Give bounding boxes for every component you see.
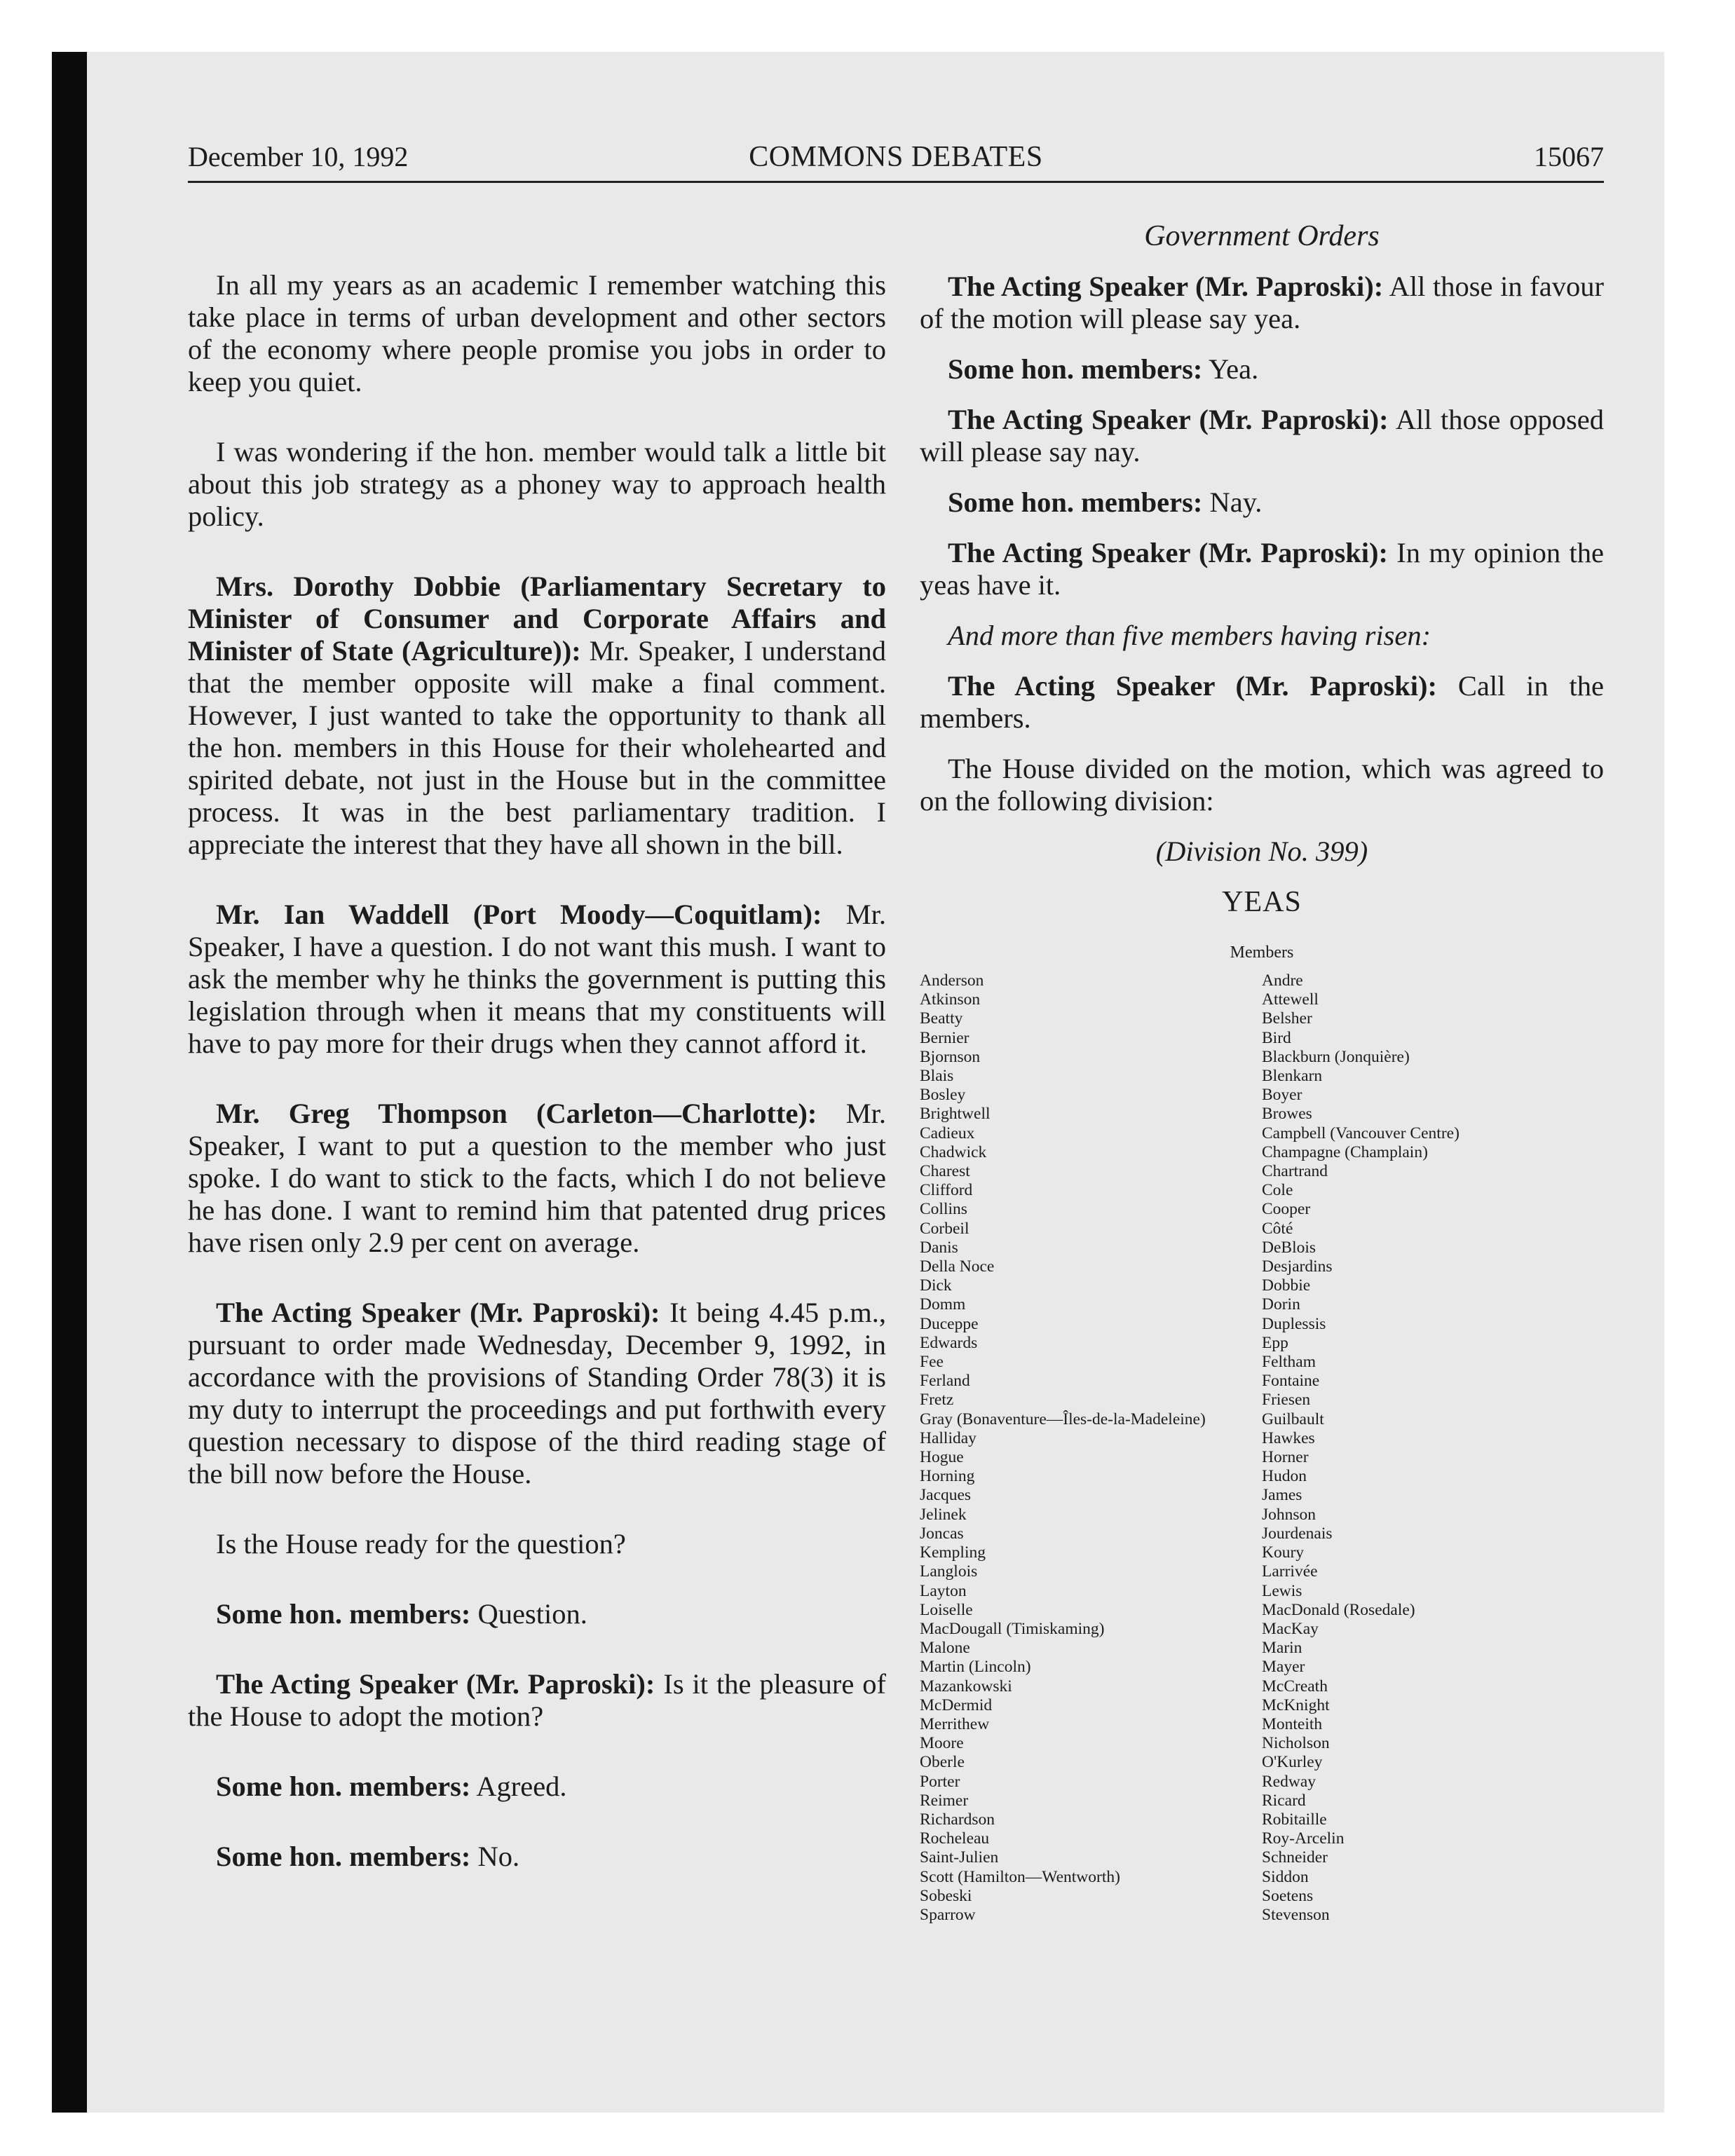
member-name: Langlois [920,1562,978,1581]
speaker-name: Some hon. members: [216,1598,471,1630]
member-name: Richardson [920,1810,995,1829]
speech-text: In all my years as an academic I remember watching this take place in terms of urban development and other sectors of the economy where people promise you jobs in order to keep you quiet. [188,269,886,397]
speaker-name: Mrs. Dorothy Dobbie (Parliamentary Secretary to Minister of Consumer and Corporate Affairs and Minister of State (Agriculture)): [188,571,886,667]
member-name: Bosley [920,1086,966,1105]
member-name: Sobeski [920,1886,972,1905]
speech-text: The House divided on the motion, which was agreed to on the following division: [920,753,1604,817]
member-name: Boyer [1262,1086,1302,1105]
member-name: James [1262,1486,1302,1505]
speech-text: Mr. Speaker, I want to put a question to the member who just spoke. I do want to stick to the facts, which I do not believe he has done. I want to remind him that patented drug prices have risen only 2.9 per cent on average. [188,1098,886,1258]
speaker-name: The Acting Speaker (Mr. Paproski): [948,537,1388,568]
member-name: Marin [1262,1639,1302,1658]
speech-text: Nay. [1209,486,1263,518]
member-name: Nicholson [1262,1734,1330,1753]
paragraph [188,1668,886,1733]
member-name: Campbell (Vancouver Centre) [1262,1124,1460,1142]
member-name: Lewis [1262,1581,1302,1600]
member-name: Martin (Lincoln) [920,1658,1031,1677]
member-name: Fee [920,1353,944,1372]
paragraph [920,670,1604,735]
paragraph [920,404,1604,468]
member-name: Bjornson [920,1047,981,1066]
member-name: Desjardins [1262,1257,1333,1276]
member-name: McCreath [1262,1677,1328,1696]
page-number: 15067 [1534,141,1604,172]
member-name: Attewell [1262,990,1319,1009]
member-name: Corbeil [920,1219,969,1238]
yeas-list-column-1 [920,971,1256,1925]
member-name: Johnson [1262,1505,1316,1524]
left-column [188,269,886,1911]
member-name: Horner [1262,1448,1309,1467]
member-name: Monteith [1262,1714,1323,1733]
paragraph [188,571,886,861]
member-name: Rocheleau [920,1829,990,1848]
member-name: Loiselle [920,1600,973,1619]
member-name: Bernier [920,1028,969,1047]
paragraph [920,271,1604,335]
speech-text: Mr. Speaker, I understand that the member opposite will make a final comment. However, I just wanted to take the opportunity to thank all the hon. members in this House for their wholehearted and spirited debate, not just in the House but in the committee process. It was in the best parliamentary tradition. I appreciate the interest that they have all shown in the bill. [188,635,886,860]
paragraph [920,486,1604,519]
speech-text: All those in favour of the motion will please say yea. [920,271,1604,334]
paragraph [188,436,886,533]
speaker-name: Mr. Greg Thompson (Carleton—Charlotte): [216,1098,817,1129]
yeas-list-column-2 [1262,971,1598,1925]
paragraph [188,1770,886,1803]
member-name: Oberle [920,1753,965,1772]
member-name: McDermid [920,1696,993,1714]
member-name: Anderson [920,971,984,990]
member-name: Jourdenais [1262,1524,1333,1543]
member-name: Soetens [1262,1886,1314,1905]
member-name: Siddon [1262,1867,1309,1886]
member-name: Fretz [920,1391,954,1410]
paragraph [188,1098,886,1259]
speaker-name: Some hon. members: [216,1841,471,1872]
speech-text: Question. [477,1598,587,1630]
member-name: Bird [1262,1028,1291,1047]
member-name: Dorin [1262,1295,1300,1314]
member-name: Merrithew [920,1714,990,1733]
speech-text: In my opinion the yeas have it. [920,537,1604,601]
member-name: Blenkarn [1262,1067,1323,1086]
speech-text: No. [477,1841,520,1872]
paragraph [920,620,1604,652]
member-name: Ferland [920,1372,970,1391]
paragraph [920,353,1604,386]
member-name: Atkinson [920,990,981,1009]
member-name: Mazankowski [920,1677,1012,1696]
speech-text: It being 4.45 p.m., pursuant to order made Wednesday, December 9, 1992, in accordance with the provisions of Standing Order 78(3) it is my duty to interrupt the proceedings and put forthwith every question necessary to dispose of the third reading stage of the bill now before the House. [188,1297,886,1489]
member-name: McKnight [1262,1696,1330,1714]
paragraph [188,899,886,1060]
member-name: Blackburn (Jonquière) [1262,1047,1410,1066]
member-name: MacKay [1262,1619,1319,1638]
paragraph [188,1528,886,1560]
speaker-name: The Acting Speaker (Mr. Paproski): [948,404,1389,435]
member-name: Reimer [920,1791,969,1810]
division-number: (Division No. 399) [1155,835,1368,867]
member-name: Friesen [1262,1391,1311,1410]
member-name: Feltham [1262,1353,1316,1372]
member-name: Porter [920,1772,960,1791]
speaker-name: The Acting Speaker (Mr. Paproski): [216,1668,655,1700]
member-name: Dobbie [1262,1276,1311,1295]
member-name: Chadwick [920,1142,987,1161]
member-name: Cooper [1262,1200,1311,1219]
member-name: Epp [1262,1333,1288,1352]
right-paragraphs [920,271,1604,817]
member-name: Dick [920,1276,952,1295]
member-name: Edwards [920,1333,978,1352]
speech-text: Is it the pleasure of the House to adopt the motion? [188,1668,886,1732]
member-name: Gray (Bonaventure—Îles-de-la-Madeleine) [920,1410,1206,1428]
member-name: Larrivée [1262,1562,1318,1581]
member-name: Kempling [920,1543,986,1562]
speaker-name: Some hon. members: [216,1770,471,1802]
speech-text: Call in the members. [920,670,1604,734]
member-name: MacDougall (Timiskaming) [920,1619,1105,1638]
member-name: Brightwell [920,1105,991,1124]
member-name: Hawkes [1262,1428,1315,1447]
member-name: Jelinek [920,1505,967,1524]
member-name: Chartrand [1262,1162,1328,1181]
right-column [920,220,1604,987]
speaker-name: Some hon. members: [948,353,1203,385]
member-name: O'Kurley [1262,1753,1323,1772]
member-name: Clifford [920,1181,973,1200]
section-title: Government Orders [1144,220,1380,252]
member-name: Koury [1262,1543,1305,1562]
member-name: Robitaille [1262,1810,1327,1829]
member-name: Joncas [920,1524,964,1543]
member-name: DeBlois [1262,1238,1316,1257]
member-name: Hogue [920,1448,964,1467]
member-name: Roy-Arcelin [1262,1829,1345,1848]
speaker-name: Mr. Ian Waddell (Port Moody—Coquitlam): [216,899,822,930]
member-name: Moore [920,1734,964,1753]
member-name: Danis [920,1238,958,1257]
member-name: Guilbault [1262,1410,1324,1428]
member-name: Layton [920,1581,967,1600]
member-name: Ricard [1262,1791,1306,1810]
speech-text: Mr. Speaker, I have a question. I do not want this mush. I want to ask the member why he thinks the government is putting this legislation through when it means that my constituents will have to pay more for their drugs when they cannot afford it. [188,899,886,1059]
member-name: Champagne (Champlain) [1262,1142,1428,1161]
paragraph [920,537,1604,601]
member-name: Charest [920,1162,970,1181]
member-name: Browes [1262,1105,1312,1124]
paragraph [920,753,1604,817]
member-name: Jacques [920,1486,972,1505]
paragraph [188,1841,886,1873]
paragraph [188,1598,886,1630]
paragraph [188,269,886,398]
speech-text: Agreed. [476,1770,567,1802]
member-name: Sparrow [920,1905,976,1924]
member-name: MacDonald (Rosedale) [1262,1600,1415,1619]
members-heading: Members [1230,943,1294,962]
member-name: Halliday [920,1428,977,1447]
member-name: Duceppe [920,1314,979,1333]
speech-text: I was wondering if the hon. member would talk a little bit about this job strategy as a phoney way to approach health policy. [188,436,886,532]
member-name: Andre [1262,971,1303,990]
speech-text: Is the House ready for the question? [216,1528,626,1560]
member-name: Horning [920,1467,975,1486]
member-name: Beatty [920,1009,963,1028]
yeas-heading: YEAS [1222,886,1302,918]
member-name: Hudon [1262,1467,1307,1486]
binding-edge [52,52,87,2113]
member-name: Mayer [1262,1658,1305,1677]
member-name: Stevenson [1262,1905,1330,1924]
speech-text: Yea. [1208,353,1259,385]
speaker-name: The Acting Speaker (Mr. Paproski): [948,670,1437,702]
member-name: Della Noce [920,1257,995,1276]
speaker-name: The Acting Speaker (Mr. Paproski): [948,271,1384,302]
speaker-name: Some hon. members: [948,486,1203,518]
speech-text: All those opposed will please say nay. [920,404,1604,468]
page-header [188,137,1604,183]
member-name: Redway [1262,1772,1316,1791]
speaker-name: The Acting Speaker (Mr. Paproski): [216,1297,660,1328]
header-title: COMMONS DEBATES [749,141,1043,173]
member-name: Belsher [1262,1009,1312,1028]
speech-text: And more than five members having risen: [948,620,1431,651]
member-name: Saint-Julien [920,1848,999,1867]
member-name: Malone [920,1639,970,1658]
member-name: Blais [920,1067,954,1086]
member-name: Schneider [1262,1848,1328,1867]
header-date: December 10, 1992 [188,141,409,172]
member-name: Collins [920,1200,967,1219]
member-name: Côté [1262,1219,1293,1238]
member-name: Fontaine [1262,1372,1320,1391]
member-name: Cole [1262,1181,1293,1200]
member-name: Scott (Hamilton—Wentworth) [920,1867,1120,1886]
paragraph [188,1297,886,1490]
member-name: Cadieux [920,1124,975,1142]
member-name: Duplessis [1262,1314,1326,1333]
member-name: Domm [920,1295,966,1314]
